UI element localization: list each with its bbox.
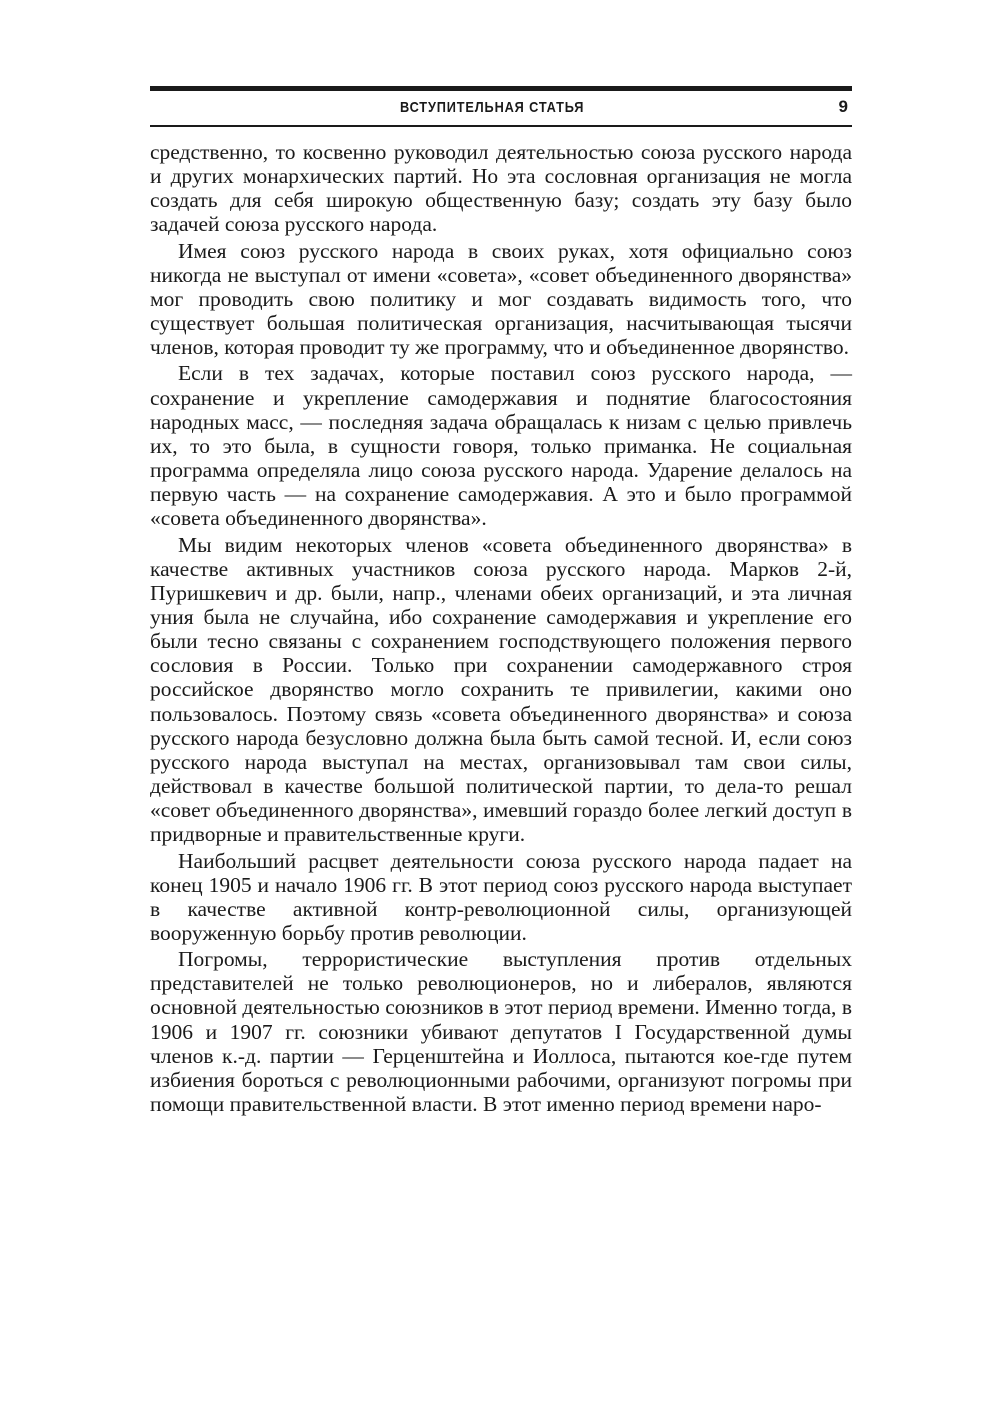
page-number: 9 — [838, 97, 848, 116]
body-text — [150, 140, 852, 1116]
paragraph: средственно, то косвенно руководил деятельностью союза русского народа и других монархических партий. Но эта сословная организация не могла создать для себя широкую общественную базу; создать эту базу было задачей союза русского народа. — [150, 140, 852, 237]
book-page — [150, 86, 852, 1116]
paragraph: Мы видим некоторых членов «совета объединенного дворянства» в качестве активных участников союза русского народа. Марков 2-й, Пуришкевич и др. были, напр., членами обеих организаций, и эта личная уния была не случайна, ибо сохранение самодержавия и укрепление его были тесно связаны с сохранением господствующего положения первого сословия в России. Только при сохранении самодержавного строя российское дворянство могло сохранить те привилегии, какими оно пользовалось. Поэтому связь «совета объединенного дворянства» и союза русского народа безусловно должна была быть самой тесной. И, если союз русского народа выступал на местах, организовывал там свои силы, действовал в качестве большой политической партии, то дела-то решал «совет объединенного дворянства», имевший гораздо более легкий доступ в придворные и правительственные круги. — [150, 532, 852, 847]
paragraph: Погромы, террористические выступления против отдельных представителей не только революционеров, но и либералов, являются основной деятельностью союзников в этот период времени. Именно тогда, в 1906 и 1907 гг. союзники убивают депутатов I Государственной думы членов к.-д. партии — Герценштейна и Иоллоса, пытаются кое-где путем избиения бороться с революционными рабочими, организуют погромы при помощи правительственной власти. В этот именно период времени наро- — [150, 947, 852, 1117]
paragraph: Имея союз русского народа в своих руках, хотя официально союз никогда не выступал от имени «совета», «совет объединенного дворянства» мог проводить свою политику и мог создавать видимость того, что существует большая политическая организация, насчитывающая тысячи членов, которая проводит ту же программу, что и объединенное дворянство. — [150, 238, 852, 360]
running-header — [150, 91, 852, 127]
running-title: ВСТУПИТЕЛЬНАЯ СТАТЬЯ — [400, 99, 585, 116]
paragraph: Наибольший расцвет деятельности союза русского народа падает на конец 1905 и начало 1906 гг. В этот период союз русского народа выступает в качестве активной контр-революционной силы, организующей вооруженную борьбу против революции. — [150, 848, 852, 945]
paragraph: Если в тех задачах, которые поставил союз русского народа, — сохранение и укрепление самодержавия и поднятие благосостояния народных масс, — последняя задача обращалась к низам с целью привлечь их, то это была, в сущности говоря, только приманка. Не социальная программа определяла лицо союза русского народа. Ударение делалось на первую часть — на сохранение самодержавия. А это и было программой «совета объединенного дворянства». — [150, 361, 852, 531]
